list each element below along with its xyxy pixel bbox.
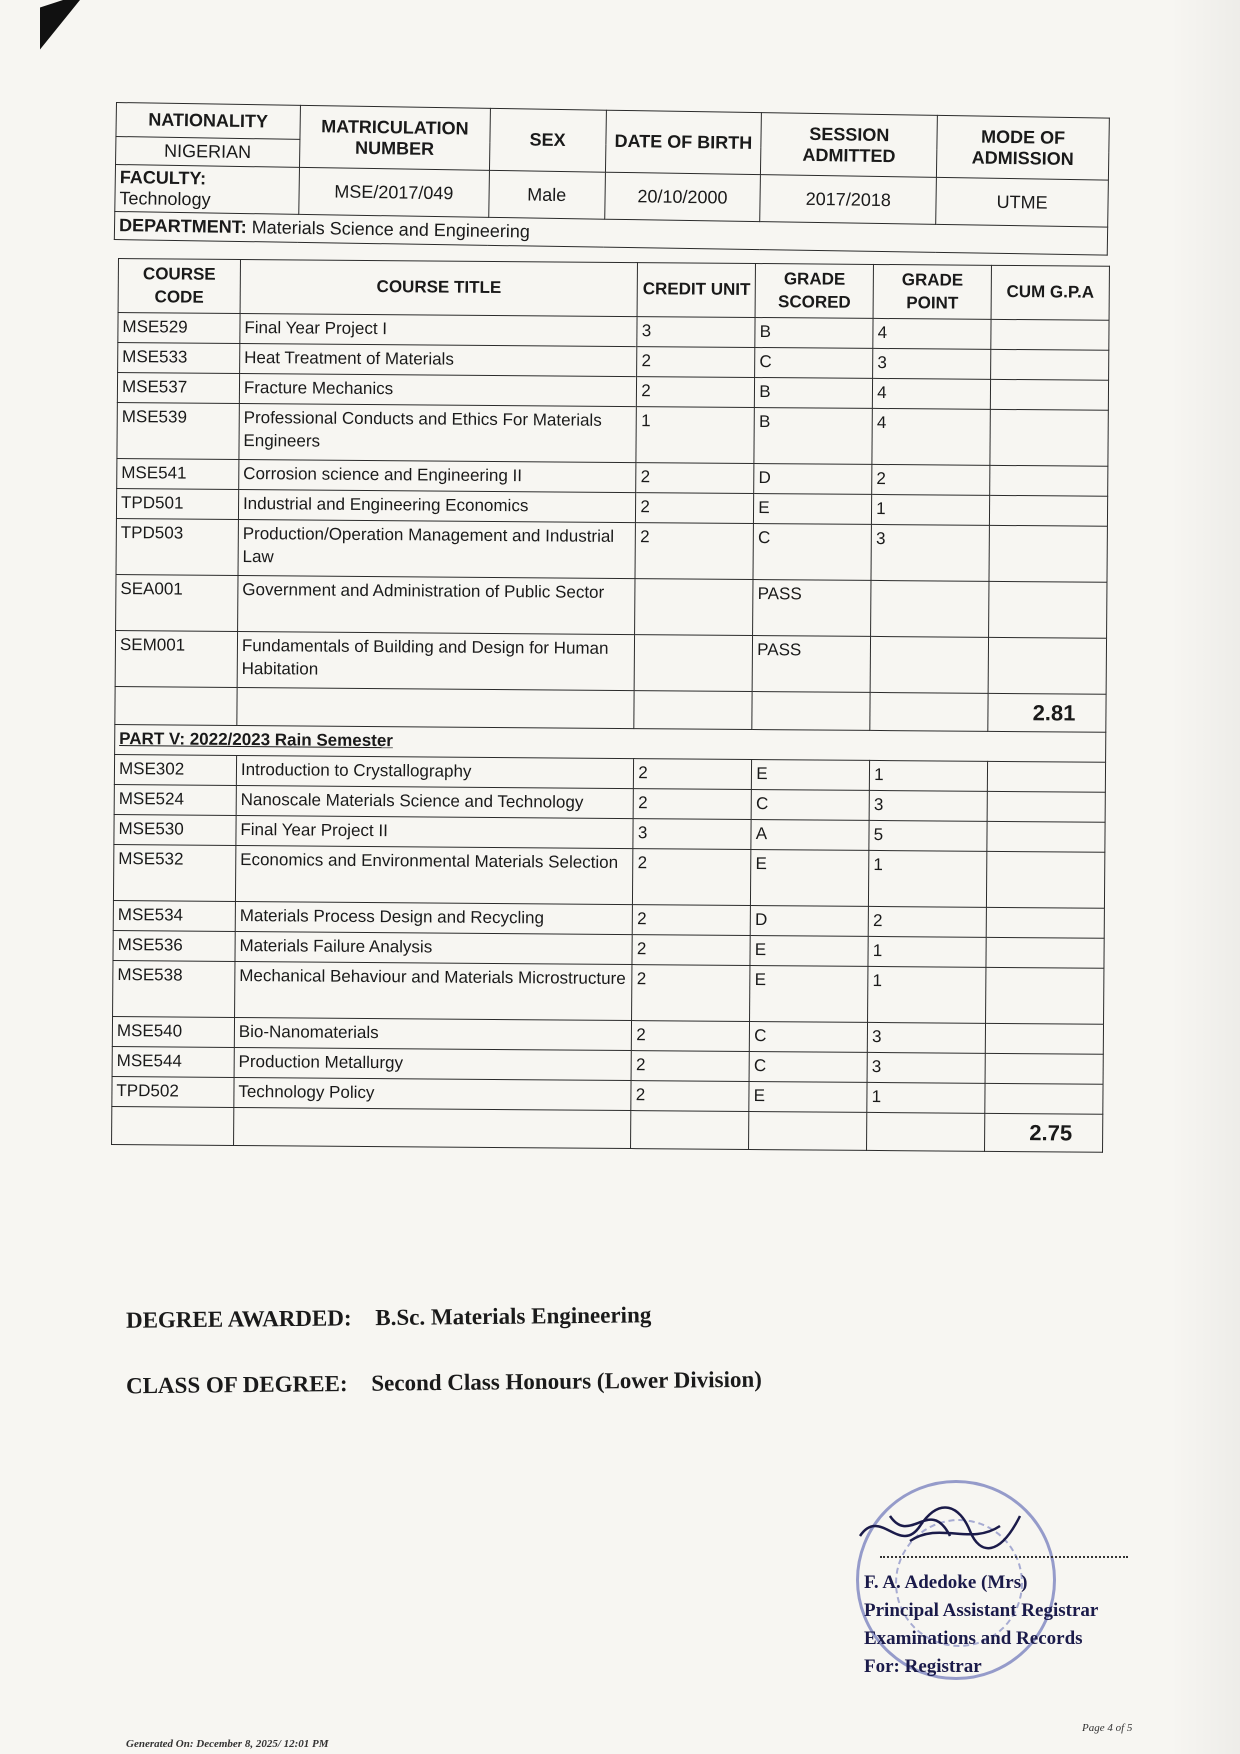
- student-info-table: [114, 102, 1110, 256]
- course-code: TPD501: [116, 488, 238, 519]
- cgpa-cell: [991, 349, 1109, 380]
- grade-scored: B: [754, 408, 872, 465]
- course-code: MSE302: [114, 754, 236, 785]
- department-value: Materials Science and Engineering: [251, 217, 531, 242]
- grade-scored: D: [754, 464, 872, 495]
- grade-point: 4: [873, 378, 991, 409]
- course-row: [113, 844, 1104, 908]
- credit-unit: 2: [635, 523, 753, 580]
- course-row: [113, 960, 1104, 1024]
- cgpa-cell: [988, 637, 1106, 694]
- session-label: SESSION ADMITTED: [761, 113, 938, 178]
- grade-point: [871, 580, 989, 637]
- grade-scored: B: [755, 318, 873, 349]
- course-title: Production/Operation Management and Industrial Law: [238, 519, 636, 578]
- grade-scored: E: [752, 759, 870, 790]
- corner-mark: [40, 0, 86, 49]
- course-code: MSE539: [117, 402, 239, 459]
- col-credit-header: CREDIT UNIT: [637, 263, 755, 318]
- credit-unit: 2: [633, 789, 751, 820]
- course-title: Industrial and Engineering Economics: [238, 489, 636, 522]
- course-title: Professional Conducts and Ethics For Materials Engineers: [239, 403, 637, 462]
- section1-cgpa: 2.81: [988, 693, 1106, 732]
- course-title: Final Year Project II: [236, 815, 634, 848]
- credit-unit: 2: [633, 905, 751, 936]
- session-value: 2017/2018: [760, 175, 936, 225]
- course-row: [115, 630, 1106, 694]
- course-code: MSE537: [117, 373, 239, 404]
- signature-line: [880, 1556, 1128, 1558]
- course-title: Mechanical Behaviour and Materials Microstructure: [234, 961, 632, 1020]
- cgpa-cell: [989, 525, 1107, 582]
- grade-point: 2: [868, 906, 986, 937]
- cgpa-cell: [985, 1083, 1103, 1114]
- grade-scored: C: [750, 1021, 868, 1052]
- grade-scored: C: [749, 1051, 867, 1082]
- faculty-value: Technology: [119, 188, 211, 210]
- course-title: Materials Failure Analysis: [235, 931, 633, 964]
- col-code-header: COURSE CODE: [118, 259, 240, 314]
- total-empty: [867, 1112, 985, 1151]
- credit-unit: 2: [631, 1080, 749, 1111]
- grade-point: 3: [867, 1022, 985, 1053]
- mode-label: MODE OF ADMISSION: [937, 115, 1110, 180]
- total-empty: [749, 1111, 867, 1150]
- course-code: MSE538: [113, 960, 235, 1017]
- grade-scored: PASS: [753, 579, 871, 636]
- grade-point: [870, 636, 988, 693]
- cgpa-cell: [991, 319, 1109, 350]
- course-title: Heat Treatment of Materials: [240, 343, 638, 376]
- matric-value: MSE/2017/049: [299, 167, 490, 217]
- total-empty: [112, 1106, 234, 1145]
- grade-scored: E: [754, 494, 872, 525]
- cgpa-cell: [989, 581, 1107, 638]
- col-title-header: COURSE TITLE: [240, 259, 638, 316]
- credit-unit: 2: [634, 759, 752, 790]
- cgpa-cell: [990, 409, 1108, 466]
- dob-label: DATE OF BIRTH: [605, 110, 762, 174]
- credit-unit: 2: [633, 849, 751, 906]
- generated-timestamp: Generated On: December 8, 2025/ 12:01 PM: [126, 1738, 329, 1750]
- section2-cgpa: 2.75: [985, 1113, 1103, 1152]
- course-code: MSE530: [114, 814, 236, 845]
- credit-unit: 2: [632, 934, 750, 965]
- class-of-degree-line: [126, 1367, 762, 1400]
- grade-point: 3: [873, 348, 991, 379]
- grade-point: 4: [872, 408, 990, 465]
- degree-awarded-label: DEGREE AWARDED:: [125, 1305, 352, 1333]
- signatory-role-2: Examinations and Records: [864, 1628, 1083, 1649]
- nationality-label: NATIONALITY: [116, 103, 300, 140]
- courses-table: [111, 258, 1110, 1153]
- cgpa-cell: [986, 967, 1104, 1024]
- mode-value: UTME: [936, 177, 1109, 227]
- grade-point: 1: [870, 760, 988, 791]
- section1-total: [115, 686, 1107, 762]
- course-title: Introduction to Crystallography: [236, 755, 634, 788]
- course-title: Final Year Project I: [240, 313, 638, 346]
- grade-scored: E: [750, 935, 868, 966]
- signatory-role-3: For: Registrar: [864, 1656, 982, 1677]
- cgpa-cell: [987, 821, 1105, 852]
- course-code: MSE540: [112, 1016, 234, 1047]
- course-title: Fracture Mechanics: [239, 373, 637, 406]
- grade-scored: E: [749, 1081, 867, 1112]
- cgpa-cell: [990, 465, 1108, 496]
- grade-point: 3: [871, 524, 989, 581]
- grade-point: 2: [872, 464, 990, 495]
- matric-label: MATRICULATION NUMBER: [299, 105, 490, 170]
- section2-heading: PART V: 2022/2023 Rain Semester: [115, 724, 1106, 762]
- grade-scored: E: [750, 965, 868, 1022]
- cgpa-cell: [986, 907, 1104, 938]
- signatory-name: F. A. Adedoke (Mrs): [864, 1572, 1028, 1593]
- course-title: Nanoscale Materials Science and Technology: [236, 785, 634, 818]
- grade-scored: PASS: [752, 635, 870, 692]
- nationality-value: NIGERIAN: [116, 137, 300, 168]
- col-point-header: GRADE POINT: [873, 264, 991, 319]
- credit-unit: 3: [633, 819, 751, 850]
- course-code: MSE532: [113, 844, 235, 901]
- course-title: Bio-Nanomaterials: [234, 1017, 632, 1050]
- cgpa-cell: [989, 495, 1107, 526]
- course-row: [116, 574, 1107, 638]
- course-code: SEM001: [115, 630, 237, 687]
- grade-scored: C: [755, 348, 873, 379]
- credit-unit: 2: [632, 1020, 750, 1051]
- course-code: MSE524: [114, 784, 236, 815]
- class-of-degree-value: Second Class Honours (Lower Division): [371, 1366, 763, 1396]
- total-empty: [233, 1107, 631, 1148]
- grade-scored: C: [751, 789, 869, 820]
- course-code: MSE541: [117, 458, 239, 489]
- signature-block: [850, 1480, 1130, 1720]
- grade-point: 5: [869, 820, 987, 851]
- credit-unit: 2: [636, 463, 754, 494]
- course-code: SEA001: [116, 574, 238, 631]
- col-grade-header: GRADE SCORED: [755, 264, 873, 319]
- grade-point: 1: [868, 936, 986, 967]
- course-title: Materials Process Design and Recycling: [235, 901, 633, 934]
- cgpa-cell: [987, 791, 1105, 822]
- grade-point: 1: [867, 1082, 985, 1113]
- credit-unit: 2: [637, 347, 755, 378]
- sex-label: SEX: [489, 108, 606, 172]
- grade-scored: B: [755, 378, 873, 409]
- credit-unit: 1: [636, 407, 754, 464]
- grade-point: 4: [873, 318, 991, 349]
- total-empty: [870, 692, 988, 731]
- page-edge-shadow: [1170, 0, 1240, 1754]
- course-code: MSE544: [112, 1046, 234, 1077]
- section1-body: [115, 313, 1109, 695]
- department-label: DEPARTMENT:: [118, 215, 247, 238]
- credit-unit: 2: [631, 1050, 749, 1081]
- grade-point: 3: [867, 1052, 985, 1083]
- grade-scored: A: [751, 819, 869, 850]
- course-code: MSE533: [118, 343, 240, 374]
- sex-value: Male: [488, 170, 605, 219]
- faculty-label: FACULTY:: [119, 167, 207, 189]
- grade-point: 3: [869, 790, 987, 821]
- credit-unit: [634, 635, 752, 692]
- course-title: Fundamentals of Building and Design for Human Habitation: [237, 631, 635, 690]
- course-code: MSE534: [113, 900, 235, 931]
- cgpa-cell: [990, 379, 1108, 410]
- cgpa-cell: [985, 1053, 1103, 1084]
- course-title: Economics and Environmental Materials Selection: [235, 845, 633, 904]
- grade-scored: D: [750, 905, 868, 936]
- grade-point: 1: [869, 850, 987, 907]
- grade-scored: C: [753, 524, 871, 581]
- grade-scored: E: [751, 849, 869, 906]
- cgpa-cell: [986, 937, 1104, 968]
- page-number: Page 4 of 5: [1082, 1722, 1133, 1734]
- cgpa-cell: [987, 761, 1105, 792]
- course-code: TPD503: [116, 518, 238, 575]
- total-empty: [752, 691, 870, 730]
- credit-unit: 2: [637, 377, 755, 408]
- dob-value: 20/10/2000: [604, 172, 761, 221]
- cgpa-cell: [985, 1023, 1103, 1054]
- class-of-degree-label: CLASS OF DEGREE:: [125, 1371, 348, 1399]
- section2-total: [112, 1106, 1103, 1152]
- credit-unit: 2: [636, 493, 754, 524]
- degree-awarded-line: [126, 1302, 652, 1333]
- course-title: Technology Policy: [234, 1077, 632, 1110]
- course-code: TPD502: [112, 1076, 234, 1107]
- course-title: Corrosion science and Engineering II: [239, 459, 637, 492]
- total-empty: [115, 686, 237, 725]
- degree-awarded-value: B.Sc. Materials Engineering: [375, 1302, 652, 1331]
- grade-point: 1: [868, 966, 986, 1023]
- section2-body: [112, 754, 1106, 1114]
- total-empty: [634, 691, 752, 730]
- faculty-cell: [115, 165, 300, 215]
- credit-unit: 2: [632, 964, 750, 1021]
- course-title: Government and Administration of Public Sector: [237, 575, 635, 634]
- credit-unit: 3: [637, 317, 755, 348]
- col-cgpa-header: CUM G.P.A: [991, 265, 1109, 320]
- course-code: MSE529: [118, 313, 240, 344]
- grade-point: 1: [872, 494, 990, 525]
- total-empty: [237, 687, 635, 728]
- course-title: Production Metallurgy: [234, 1047, 632, 1080]
- course-row: [117, 402, 1108, 466]
- course-row: [116, 518, 1107, 582]
- total-empty: [631, 1110, 749, 1149]
- signature-icon: [850, 1486, 1050, 1566]
- signatory-role-1: Principal Assistant Registrar: [864, 1600, 1099, 1621]
- course-code: MSE536: [113, 930, 235, 961]
- cgpa-cell: [986, 851, 1104, 908]
- credit-unit: [635, 579, 753, 636]
